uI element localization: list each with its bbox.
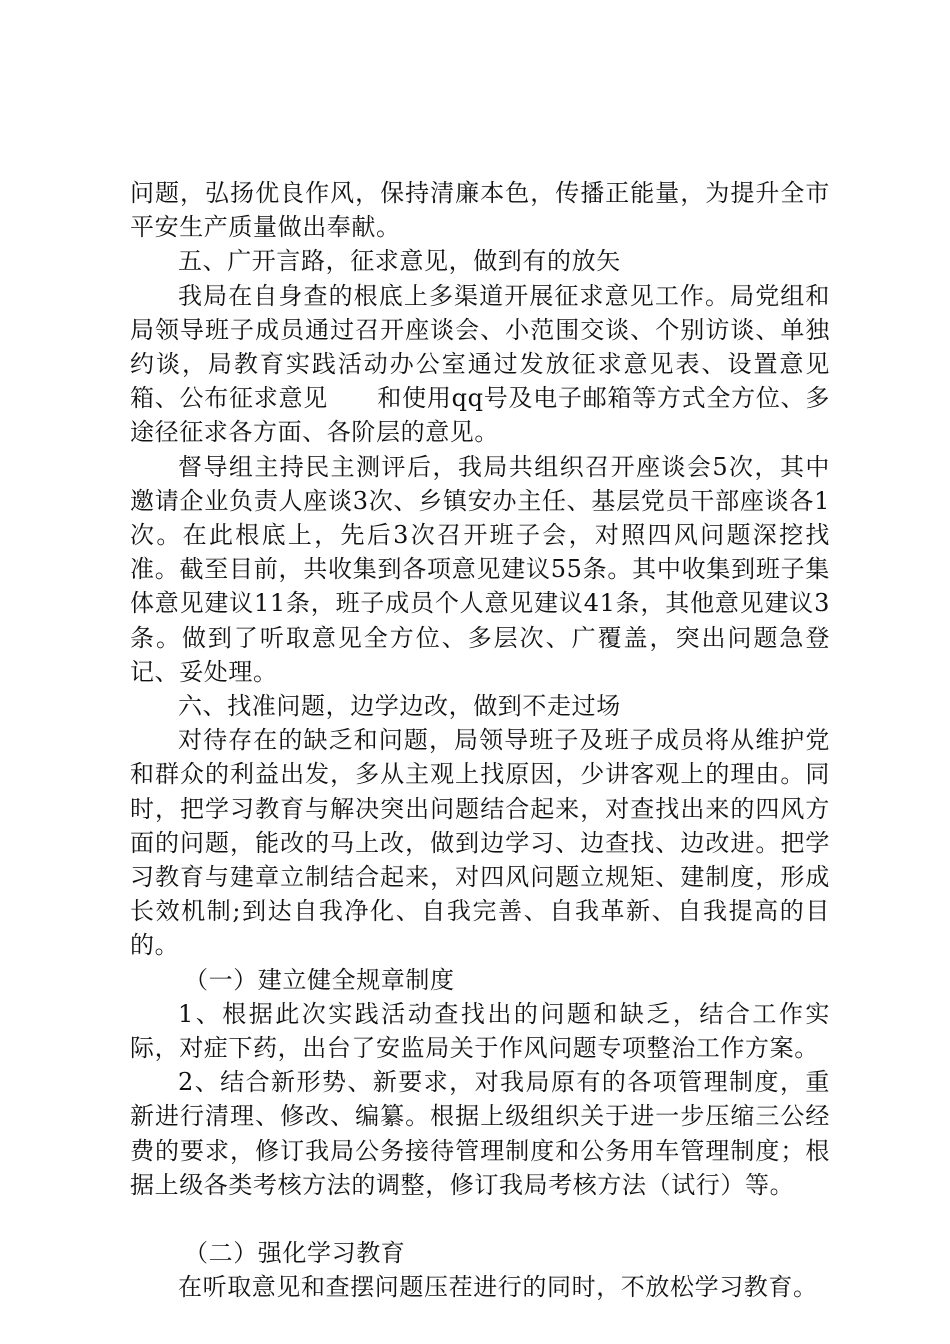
paragraph-solicit-opinions: 我局在自身查的根底上多渠道开展征求意见工作。局党组和局领导班子成员通过召开座谈会、小范围交谈、个别访谈、单独约谈，局教育实践活动办公室通过发放征求意见表、设置意见箱、公布征求意见 和使用qq号及电子邮箱等方式全方位、多途径征求各方面、各阶层的意见。 [130, 281, 830, 447]
paragraph-democratic-evaluation: 督导组主持民主测评后，我局共组织召开座谈会5次，其中邀请企业负责人座谈3次、乡镇安办主任、基层党员干部座谈各1次。在此根底上，先后3次召开班子会，对照四风问题深挖找准。截至目前，共收集到各项意见建议55条。其中收集到班子集体意见建议11条，班子成员个人意见建议41条，其他意见建议3条。做到了听取意见全方位、多层次、广覆盖，突出问题急登记、妥处理。 [130, 452, 830, 686]
section-heading-5: 五、广开言路，征求意见，做到有的放矢 [178, 247, 621, 276]
paragraph-continuation: 问题，弘扬优良作风，保持清廉本色，传播正能量，为提升全市平安生产质量做出奉献。 [130, 179, 830, 242]
list-item-2: 2、结合新形势、新要求，对我局原有的各项管理制度，重新进行清理、修改、编纂。根据上级组织关于进一步压缩三公经费的要求，修订我局公务接待管理制度和公务用车管理制度；根据上级各类考核方法的调整，修订我局考核方法（试行）等。 [130, 1068, 830, 1199]
document-body [130, 176, 830, 1305]
list-item-1: 1、根据此次实践活动查找出的问题和缺乏，结合工作实际，对症下药，出台了安监局关于作风问题专项整治工作方案。 [130, 999, 830, 1063]
paragraph-learning: 在听取意见和查摆问题压茬进行的同时，不放松学习教育。 [178, 1273, 818, 1302]
subsection-heading-2: （二）强化学习教育 [184, 1239, 406, 1268]
paragraph-find-problems: 对待存在的缺乏和问题，局领导班子及班子成员将从维护党和群众的利益出发，多从主观上找原因，少讲客观上的理由。同时，把学习教育与解决突出问题结合起来，对查找出来的四风方面的问题，能改的马上改，做到边学习、边查找、边改进。把学习教育与建章立制结合起来，对四风问题立规矩、建制度，形成长效机制;到达自我净化、自我完善、自我革新、自我提高的目的。 [130, 726, 830, 960]
subsection-heading-1: （一）建立健全规章制度 [184, 965, 455, 994]
section-heading-6: 六、找准问题，边学边改，做到不走过场 [178, 692, 621, 721]
blank-line [130, 1202, 830, 1236]
